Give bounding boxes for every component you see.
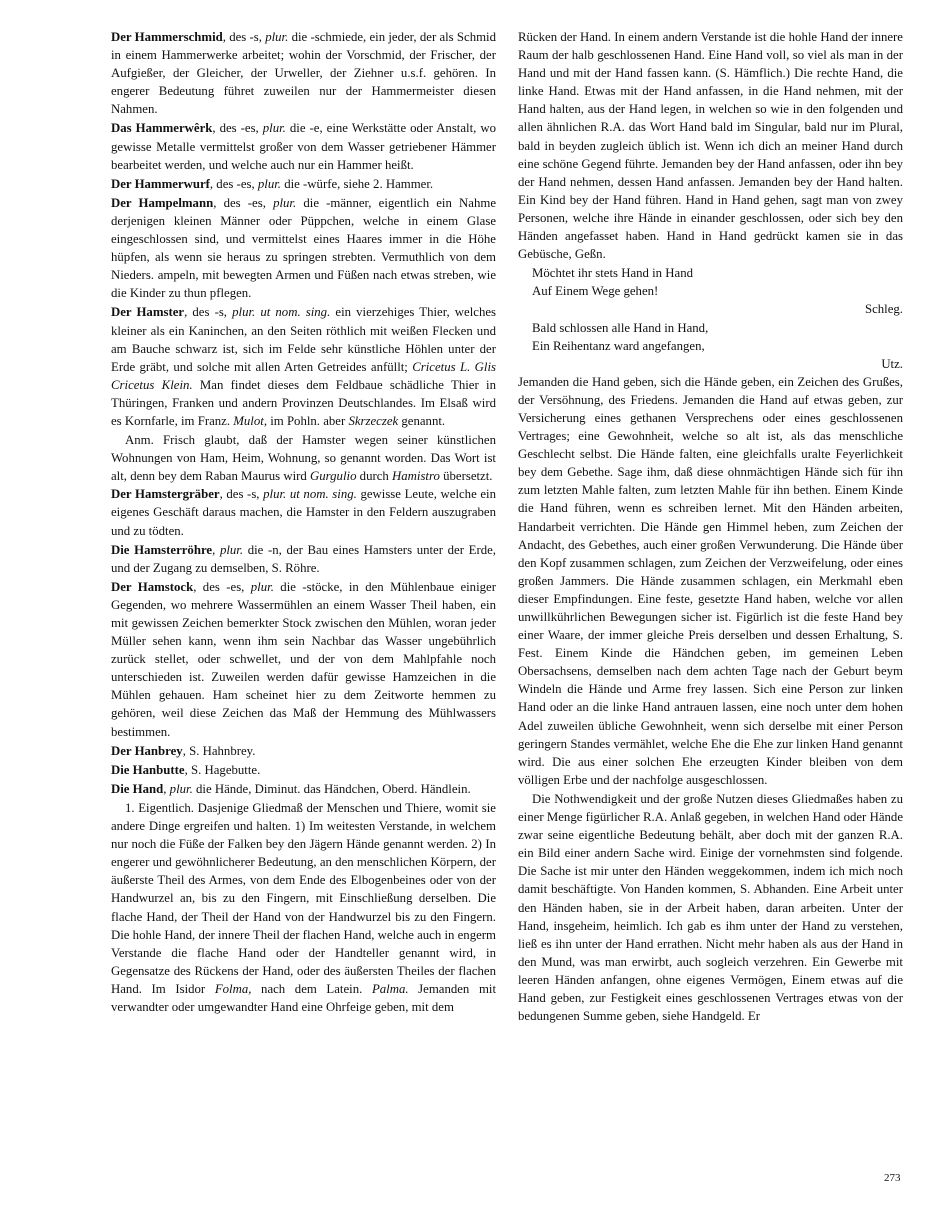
- entry-text: , des -s,: [219, 487, 264, 502]
- entry-text: die -würfe, siehe 2. Hammer.: [281, 176, 434, 191]
- verse-line: Ein Reihentanz ward angefangen,: [532, 338, 705, 353]
- entry-text: Jemanden mit verwandter oder umgewandter Hand eine Ohrfeige geben, mit dem: [111, 981, 497, 1014]
- dictionary-entry: [111, 578, 496, 741]
- entry-italic: plur.: [169, 781, 193, 796]
- headword: Der Hammerschmid: [111, 30, 223, 44]
- headword: Der Hammerwurf: [111, 176, 210, 191]
- entry-text: die -schmiede, ein jeder, der als Schmid in einem Hammerwerke arbeitet; wohin der Vorschmid, der Frischer, der Aufgießer, der Gleicher, der Urweller, der Ziehner u.s.f. gehören. In engerer Bedeutung führet zuweilen nur der Hammermeister diesen Nahmen.: [111, 30, 497, 117]
- entry-text: , des -s,: [222, 30, 266, 44]
- entry-text: die Hände, Diminut. das Händchen, Oberd. Händlein.: [192, 781, 471, 796]
- dictionary-entry: [111, 541, 496, 577]
- entry-text: , des -es,: [209, 176, 258, 191]
- entry-text: nach dem Latein.: [251, 981, 372, 996]
- headword: Die Hand: [111, 781, 164, 796]
- entry-text: gewisse Leute, welche ein eigenes Geschäft daraus machen, die Hamster in den Feldern auszugraben und zu tödten.: [111, 487, 497, 538]
- left-column: [111, 28, 496, 1016]
- entry-text: durch: [356, 469, 393, 484]
- headword: Der Hamster: [111, 305, 185, 320]
- entry-italic: Cricetus L. Glis Cricetus Klein.: [111, 359, 496, 392]
- dictionary-entry: [111, 742, 496, 760]
- entry-text: die -n, der Bau eines Hamsters unter der Erde, und der Zugang zu demselben, S. Röhre.: [111, 542, 496, 575]
- dictionary-entry: [111, 303, 496, 430]
- dictionary-entry: [111, 761, 496, 779]
- entry-text: die -männer, eigentlich ein Nahme derjenigen kleinen Männer oder Püppchen, welche in einem Glase eingeschlossen sind, und vermittelst eines Haares immer in die Höhe hüpfen, als wenn sie heraus zu springen strebten. Vermuthlich von dem Nieders. ampeln, mit bewegten Armen und Füßen nach etwas streben, wie die Kinder zu thun pflegen.: [111, 195, 497, 301]
- right-paragraph-3: Die Nothwendigkeit und der große Nutzen dieses Gliedmaßes haben zu einer Menge figürlicher R.A. Anlaß gegeben, in welchen Hand oder Hände zwar seine eigentliche Bedeutung behält, aber doch mit der ganzen R.A. ein Bild einer andern Sache wird. Einige der vornehmsten sind folgende. Die Sache ist mir unter den Händen weggekommen, indem ich mich noch damit beschäftigte. Von Handen kommen, S. Abhanden. Eine Arbeit unter den Händen haben, sie in der Arbeit haben, daran arbeiten. Unter der Hand, insgeheim, heimlich. Ich gab es ihm unter der Hand zu verstehen, ließ es ihn unter der Hand errathen. Nicht mehr haben als aus der Hand in den Mund, was man erwirbt, auch sogleich verzehren. Ein Gewerbe mit leeren Händen anfangen, ohne eigenes Vermögen, Einem etwas auf die Hand geben, zur Festigkeit eines geschlossenen Vertrages etwas von der bedungenen Summe geben, siehe Handgeld. Er: [518, 791, 903, 1024]
- right-paragraph-1: Rücken der Hand. In einem andern Verstande ist die hohle Hand der innere Raum der halb geschlossenen Hand. Eine Hand voll, so viel als man in der Hand und mit der Hand fassen kann. (S. Hämflich.) Die rechte Hand, die linke Hand. Etwas mit der Hand anfassen, in die Hand nehmen, mit der Hand halten, aus der Hand legen, in welchen so wie in den folgenden und allen ähnlichen R.A. das Wort Hand bald im Singular, bald nur im Plural, bald in beyden zugleich üblich ist. Wenn ich dich an meiner Hand durch eine schöne Gegend führte. Jemanden bey der Hand anfassen, oder ihn bey der Hand nehmen, dessen Hand anfassen. Jemanden bey der Hand halten. Ein Kind bey der Hand führen. Hand in Hand gehen, sagt man von zwey Personen, welche ihre Hände in einander geschlossen, oder sich bey den Händen angefasset haben. Hand in Hand gedrückt kamen sie in das Gebüsche, Geßn.: [518, 30, 903, 262]
- entry-text: übersetzt.: [439, 469, 493, 484]
- dictionary-entry: [111, 194, 496, 303]
- entry-italic: plur.: [250, 579, 274, 594]
- entry-italic: Palma.: [371, 981, 409, 996]
- entry-text: ,: [212, 542, 220, 557]
- headword: Die Hamsterröhre: [111, 542, 213, 557]
- entry-text: Man findet dieses dem Feldbaue schädliche Thier in Thüringen, Franken und andern Provinzen Deutschlandes. Im Elsaß wird es Kornfarle, im Franz.: [111, 377, 496, 428]
- headword: Das Hammerwêrk: [111, 121, 213, 136]
- dictionary-entry: [111, 431, 496, 485]
- dictionary-entry: [111, 175, 496, 193]
- entry-text: genannt.: [398, 413, 446, 428]
- dictionary-entry: [111, 780, 496, 798]
- entry-italic: plur.: [257, 176, 282, 191]
- entry-text: ,: [163, 781, 170, 796]
- entry-text: , des -es,: [212, 121, 263, 136]
- entry-text: , S. Hahnbrey.: [182, 743, 256, 758]
- entry-italic: plur.: [219, 542, 244, 557]
- headword: Der Hampelmann: [111, 195, 214, 210]
- entry-italic: plur. ut nom. sing.: [263, 487, 357, 502]
- right-column: [518, 28, 903, 1025]
- entry-italic: plur.: [265, 30, 289, 44]
- page-number: 273: [884, 1172, 901, 1184]
- headword: Der Hanbrey: [111, 743, 183, 758]
- headword: Der Hamstock: [111, 579, 194, 594]
- entry-text: Anm. Frisch glaubt, daß der Hamster wegen seiner künstlichen Wohnungen von Ham, Heim, Wohnung, so genannt worden. Das Wort ist alt, denn bey dem Raban Maurus wird: [111, 433, 496, 484]
- entry-text: die -stöcke, in den Mühlenbaue einiger Gegenden, wo mehrere Wassermühlen an einem Wasser Theil haben, ein mit gewissen Zeichen bemerkter Stock zwischen den Mühlen, woran jeder Müller sehen kann, wenn ihm sein Nachbar das Wasser ungebührlich zurück stellet, oder schwellet, und der von dem Mahlpfahle noch unterschieden ist. Zuweilen werden dafür gewisse Hamzeichen in die Mühlen gehauen. Ham scheinet hier zu dem Zeitworte hemmen zu gehören, weil diese Zeichen das Maß der Hemmung des Mühlwassers bestimmen.: [111, 579, 496, 739]
- right-paragraph-2: Jemanden die Hand geben, sich die Hände geben, ein Zeichen des Grußes, der Versöhnung, des Friedens. Jemanden die Hand auf etwas geben, zur Versicherung eines gethanen Versprechens oder eines geschlossenen Vertrages; eine Gewohnheit, welche so alt ist, als das menschliche Geschlecht selbst. Die Hände falten, eine gleichfalls uralte Feyerlichkeit bey dem Gebethe. Sage ihm, daß diese ohnmächtigen Hände sich für ihn zum letzten Mahle falten, zum letzten Mahle für ihn bethen. Einem Kinde die Hand führen, wenn es schreiben lernet. Mit den Händen arbeiten, Handarbeit verrichten. Die Hände gen Himmel heben, zum Zeichen der Andacht, des Gebethes, auch einer großen Verwunderung. Die Hände über den Kopf zusammen schlagen, zum Zeichen der Verzweifelung, oder eines großen Jammers. Die Hände zusammen schlagen, ein Merkmahl eben dieser Empfindungen. Eine feste, gesetzte Hand haben, welche vor allen unwillkührlichen Bewegungen sicher ist. Figürlich ist die feste Hand bey einer Waare, der immer gleiche Preis derselben und dessen Erhaltung, S. Fest. Einem Kinde die Händchen geben, im gemeinen Leben Obersachsens, demselben nach dem achten Tage nach der Geburt beym Windeln die Hände und Arme frey lassen. Sich eine Person zur linken Hand oder an die linke Hand antrauen lassen, eine noch unter dem hohen Adel zuweilen übliche Gewohnheit, wenn sich derselbe mit einer Person geringern Standes vermählet, welche Ehe die Ehe zur linken Hand genannt wird. Die aus einer solchen Ehe erzeugten Kinder bleiben von dem völligen Erbe und der nachfolge ausgeschlossen.: [518, 374, 903, 787]
- entry-text: ein vierzehiges Thier, welches kleiner als ein Kaninchen, an den Seiten röthlich mit weißen Flecken und am Bauche schwarz ist, sich im Felde sehr künstliche Höhlen unter der Erde gräbt, und solche mit allen Arten Getreides anfüllt;: [111, 305, 497, 374]
- entry-text: 1. Eigentlich. Dasjenige Gliedmaß der Menschen und Thiere, womit sie andere Dinge ergreifen und halten. 1) Im weitesten Verstande, in welchem nur noch die Füße der Falken bey den Jägern Hände genannt werden. 2) In engerer und gewöhnlicherer Bedeutung, an den menschlichen Körpern, der äußerste Theil des Armes, von dem Ende des Elbogenbeines oder von der Handwurzel an, bis zu den Fingern, mit Einschließung derselben. Die flache Hand, der Theil der Hand von der Handwurzel bis zu den Fingern. Die hohle Hand, der innere Theil der flachen Hand, welche auch in engerm Verstande die flache Hand oder der Handteller genannt wird, in Gegensatze des Rückens der Hand, oder des äußersten Theiles der flachen Hand. Im Isidor: [111, 800, 496, 996]
- verse-line: Bald schlossen alle Hand in Hand,: [532, 320, 709, 335]
- dictionary-entry: [111, 799, 496, 1016]
- entry-text: , des -es,: [193, 579, 251, 594]
- verse-attribution: Utz.: [881, 356, 903, 371]
- entry-text: im Pohln. aber: [267, 413, 349, 428]
- entry-italic: plur.: [262, 121, 286, 136]
- entry-text: , des -es,: [213, 195, 274, 210]
- entry-italic: Folma,: [214, 981, 252, 996]
- headword: Der Hamstergräber: [111, 487, 220, 502]
- entry-italic: plur.: [273, 195, 297, 210]
- entry-italic: plur. ut nom. sing.: [232, 305, 331, 320]
- dictionary-entry: [111, 485, 496, 539]
- verse-line: Auf Einem Wege gehen!: [532, 284, 659, 299]
- entry-italic: Gurgulio: [310, 469, 357, 484]
- verse-line: Möchtet ihr stets Hand in Hand: [532, 266, 693, 281]
- entry-italic: Skrzeczek: [348, 413, 399, 428]
- dictionary-entry: [111, 28, 496, 118]
- entry-text: , S. Hagebutte.: [184, 762, 261, 777]
- entry-italic: Hamistro: [392, 469, 440, 484]
- headword: Die Hanbutte: [111, 762, 185, 777]
- entry-italic: Mulot,: [233, 413, 268, 428]
- verse-attribution: Schleg.: [864, 302, 903, 317]
- dictionary-entry: [111, 119, 496, 173]
- entry-text: die -e, eine Werkstätte oder Anstalt, wo gewisse Metalle vermittelst großer von dem Wasser getriebener Hämmer bearbeitet werden, und welche auch nur ein Hammer heißt.: [111, 121, 496, 172]
- entry-text: , des -s,: [184, 305, 233, 320]
